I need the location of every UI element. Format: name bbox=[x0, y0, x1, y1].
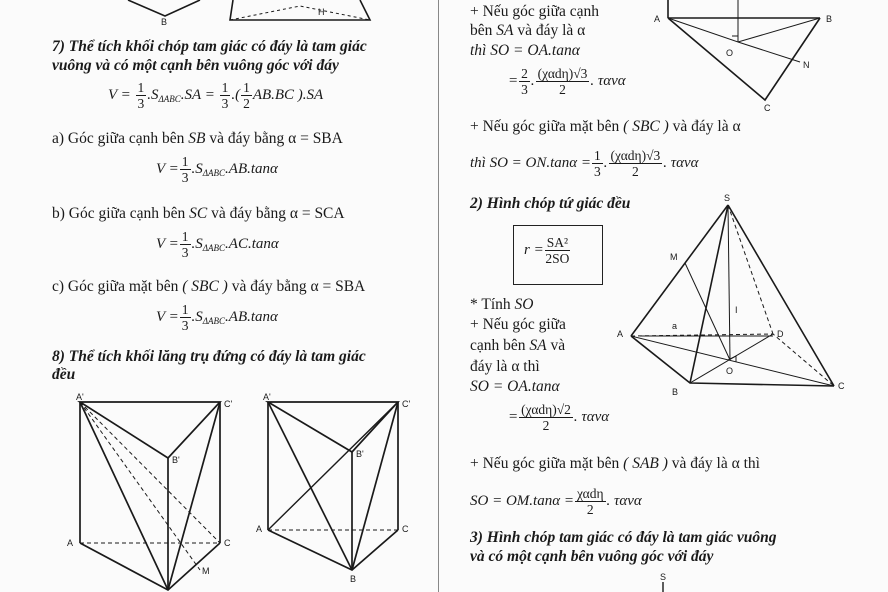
label-r-S: S bbox=[724, 193, 731, 203]
right-line1: + Nếu góc giữa cạnh bbox=[470, 3, 600, 20]
formula-r3: = $\frac{\text{(χαdη)√2}}{2}$ . τανα bbox=[508, 402, 610, 433]
label-B1: B' bbox=[172, 455, 180, 465]
formula-r1: = $\frac{2}{3}$ . $\frac{\text{(χαdη)√3}}{2}$ . τανα bbox=[508, 66, 626, 97]
label-A: A bbox=[67, 538, 74, 548]
label-r-A: A bbox=[654, 14, 661, 24]
pyramid-figure-top bbox=[668, 0, 820, 100]
label-r-a: a bbox=[672, 321, 678, 331]
label-C: C bbox=[224, 538, 231, 548]
formula-box-content: r = $\frac{\text{SA²}}{2SO}$ bbox=[524, 235, 570, 266]
heading-3-line1: 3) Hình chóp tam giác có đáy là tam giác vuông bbox=[470, 529, 777, 546]
prism-figure-right bbox=[268, 402, 398, 570]
label-r-O: O bbox=[726, 48, 734, 58]
formula-7: V = $\frac{1}{3}$ $.S_{\Delta ABC}.SA$ = $\frac{1}{3}$ .( $\frac{1}{2}$ AB.BC ).SA bbox=[108, 80, 324, 111]
label-A3: A bbox=[256, 524, 263, 534]
label-r-C: C bbox=[764, 103, 771, 113]
item-b: b) Góc giữa cạnh bên SC và đáy bằng α = SCA bbox=[52, 205, 345, 222]
formula-b: V = $\frac{1}{3}$ $.S_{\Delta ABC}.AC.\tan\alpha$ bbox=[156, 229, 279, 260]
label-r-M: M bbox=[670, 252, 678, 262]
heading-8-line2: đều bbox=[52, 366, 76, 383]
label-H-top: H bbox=[318, 7, 325, 17]
heading-8-line1: 8) Thể tích khối lăng trụ đứng có đáy là tam giác bbox=[52, 348, 366, 365]
label-M: M bbox=[202, 566, 210, 576]
column-divider bbox=[438, 0, 439, 592]
prism-figure-left bbox=[80, 402, 220, 590]
heading-7-line2: vuông và có một cạnh bên vuông góc với đáy bbox=[52, 57, 339, 74]
label-B-top: B bbox=[161, 17, 168, 27]
formula-r2: thì SO = ON.tanα = $\frac{1}{3}$ . $\frac{\text{(χαdη)√3}}{2}$ . τανα bbox=[470, 148, 699, 179]
formula-a: V = $\frac{1}{3}$ $.S_{\Delta ABC}.AB.\tan\alpha$ bbox=[156, 154, 278, 185]
right-line-s1: * Tính SO bbox=[470, 296, 534, 313]
heading-2: 2) Hình chóp tứ giác đều bbox=[470, 195, 631, 212]
heading-3-line2: và có một cạnh bên vuông góc với đáy bbox=[470, 548, 714, 565]
label-r-N: N bbox=[803, 60, 810, 70]
formula-r4: SO = OM.tanα = $\frac{\text{χαdη}}{2}$ . τανα bbox=[470, 486, 642, 517]
right-line2: bên SA và đáy là α bbox=[470, 22, 586, 39]
formula-c: V = $\frac{1}{3}$ $.S_{\Delta ABC}.AB.\tan\alpha$ bbox=[156, 302, 278, 333]
label-C3: C bbox=[402, 524, 409, 534]
right-line-s3: cạnh bên SA và bbox=[470, 337, 566, 354]
label-r-B2: B bbox=[672, 387, 679, 397]
label-B3: B bbox=[350, 574, 357, 584]
right-line-s2: + Nếu góc giữa bbox=[470, 316, 566, 333]
label-A2: A' bbox=[263, 392, 271, 402]
item-a: a) Góc giữa cạnh bên SB và đáy bằng α = SBA bbox=[52, 130, 343, 147]
label-r-A2: A bbox=[617, 329, 624, 339]
label-r-S3: S bbox=[660, 572, 667, 582]
pyramid-figure-square bbox=[631, 205, 834, 386]
heading-7-line1: 7) Thể tích khối chóp tam giác có đáy là tam giác bbox=[52, 38, 367, 55]
item-c: c) Góc giữa mặt bên ( SBC ) và đáy bằng α = SBA bbox=[52, 278, 366, 295]
label-r-B: B bbox=[826, 14, 833, 24]
right-line4: + Nếu góc giữa mặt bên ( SBC ) và đáy là α bbox=[470, 118, 741, 135]
label-r-O2: O bbox=[726, 366, 734, 376]
label-B2: B' bbox=[356, 449, 364, 459]
right-line6: + Nếu góc giữa mặt bên ( SAB ) và đáy là α thì bbox=[470, 455, 760, 472]
label-C1: C' bbox=[224, 399, 233, 409]
label-A1: A' bbox=[76, 392, 84, 402]
label-C2: C' bbox=[402, 399, 411, 409]
right-line-s4: đáy là α thì bbox=[470, 358, 540, 375]
label-r-D: D bbox=[777, 329, 784, 339]
right-line-s5: SO = OA.tanα bbox=[470, 378, 560, 395]
label-r-C2: C bbox=[838, 381, 845, 391]
label-r-I: I bbox=[735, 305, 738, 315]
right-line3: thì SO = OA.tanα bbox=[470, 42, 580, 59]
